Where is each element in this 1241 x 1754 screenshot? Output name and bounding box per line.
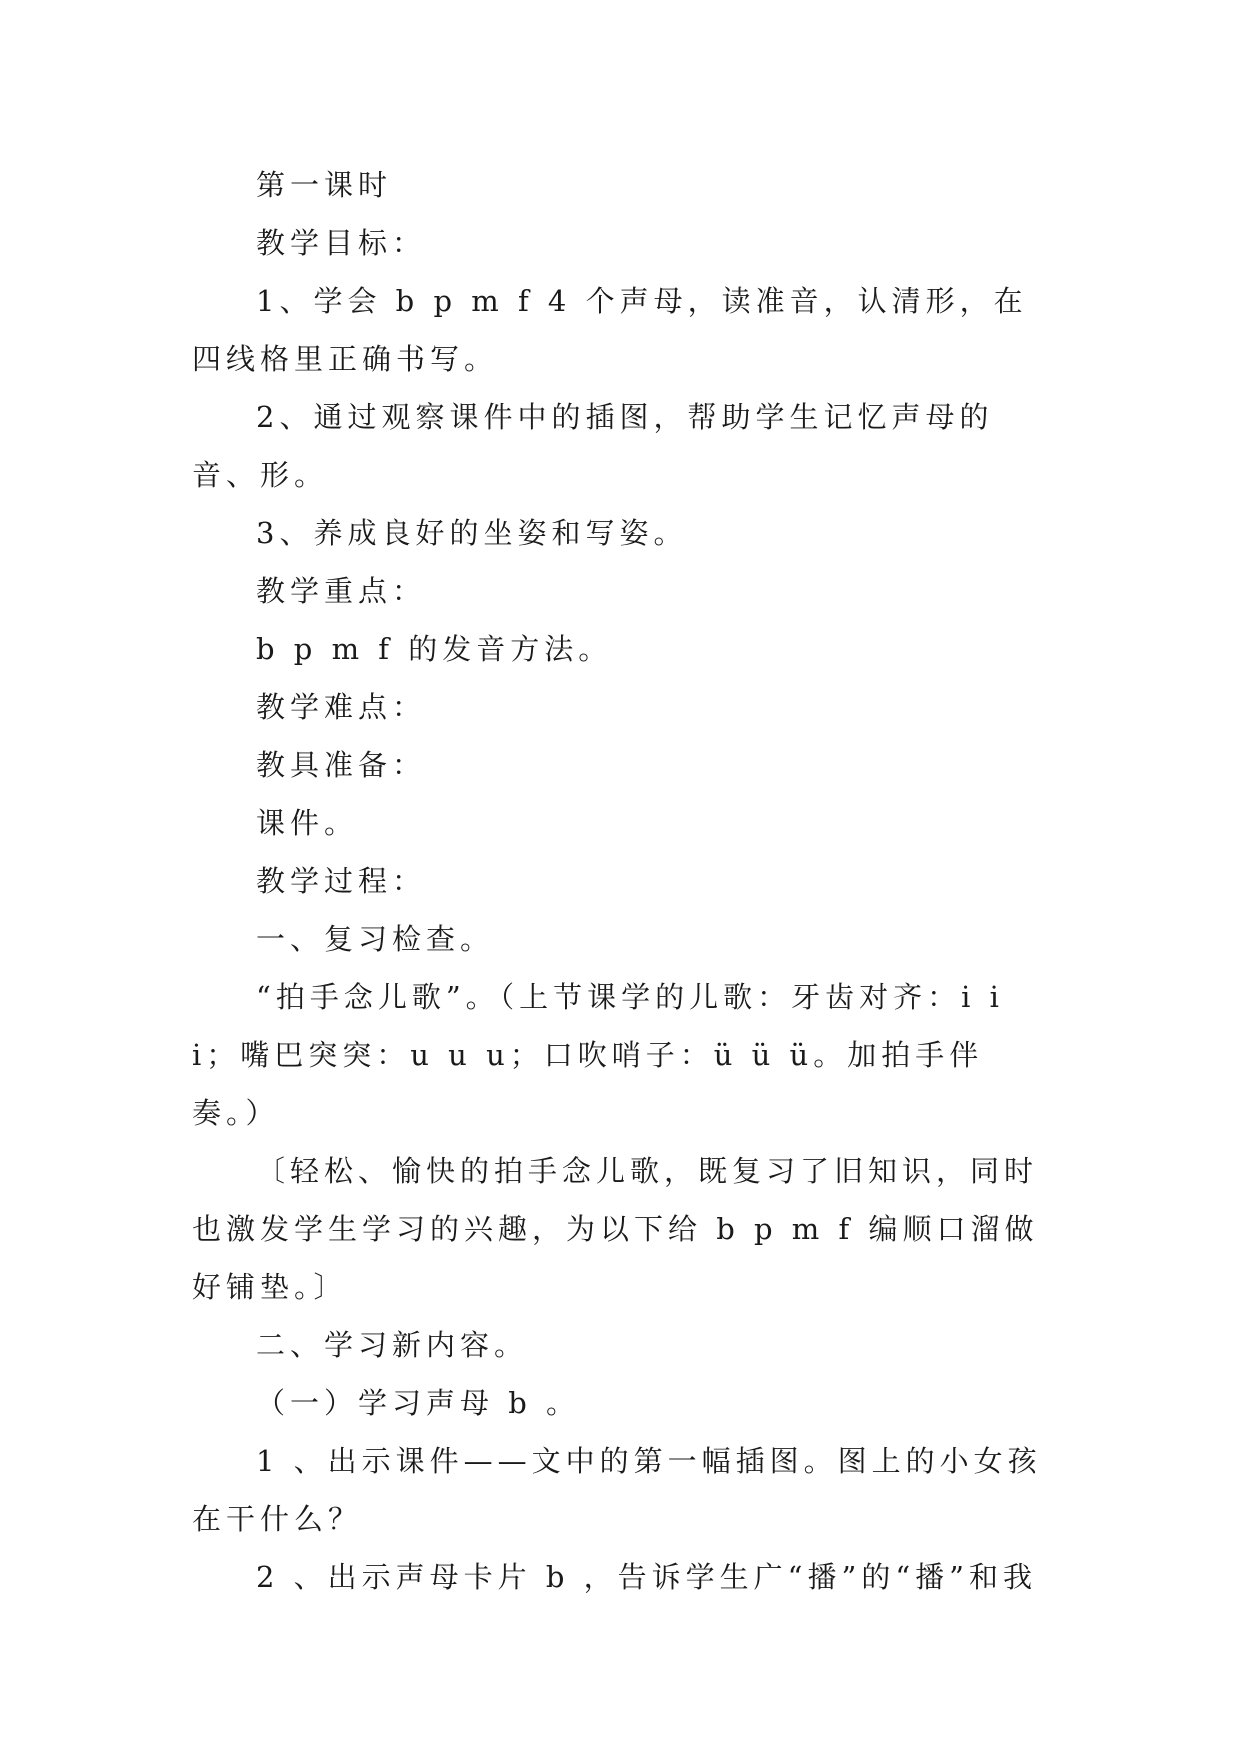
section-heading-objectives: 教学目标： — [256, 226, 427, 260]
document-body — [192, 156, 1050, 1606]
process-step-1-text: “拍手念儿歌”。（上节课学的儿歌：牙齿对齐：i i i；嘴巴突突：u u u；口吹哨子：ü ü ü。加拍手伴奏。） — [192, 980, 1004, 1130]
section-heading-key-points: 教学重点： — [256, 574, 427, 608]
lesson-title: 第一课时 — [256, 168, 393, 202]
subsection-heading-b: （一）学习声母 b 。 — [256, 1386, 581, 1420]
objective-item-2: 2、通过观察课件中的插图，帮助学生记忆声母的音、形。 — [192, 400, 994, 492]
key-points-text: b p m f 的发音方法。 — [256, 632, 613, 666]
section-heading-process: 教学过程： — [256, 864, 427, 898]
process-step-2-heading: 二、学习新内容。 — [256, 1328, 529, 1362]
objective-item-3: 3、养成良好的坐姿和写姿。 — [256, 516, 688, 550]
subsection-item-1: 1 、出示课件——文中的第一幅插图。图上的小女孩在干什么？ — [192, 1444, 1042, 1536]
section-heading-materials: 教具准备： — [256, 748, 427, 782]
objective-item-1: 1、学会 b p m f 4 个声母，读准音，认清形，在四线格里正确书写。 — [192, 284, 1028, 376]
section-heading-difficulties: 教学难点： — [256, 690, 427, 724]
process-step-1-heading: 一、复习检查。 — [256, 922, 495, 956]
materials-text: 课件。 — [256, 806, 359, 840]
subsection-item-2: 2 、出示声母卡片 b ，告诉学生广“播”的“播”和我 — [256, 1560, 1037, 1594]
process-step-1-note: 〔轻松、愉快的拍手念儿歌，既复习了旧知识，同时也激发学生学习的兴趣，为以下给 b p m f 编顺口溜做好铺垫。〕 — [192, 1154, 1039, 1304]
